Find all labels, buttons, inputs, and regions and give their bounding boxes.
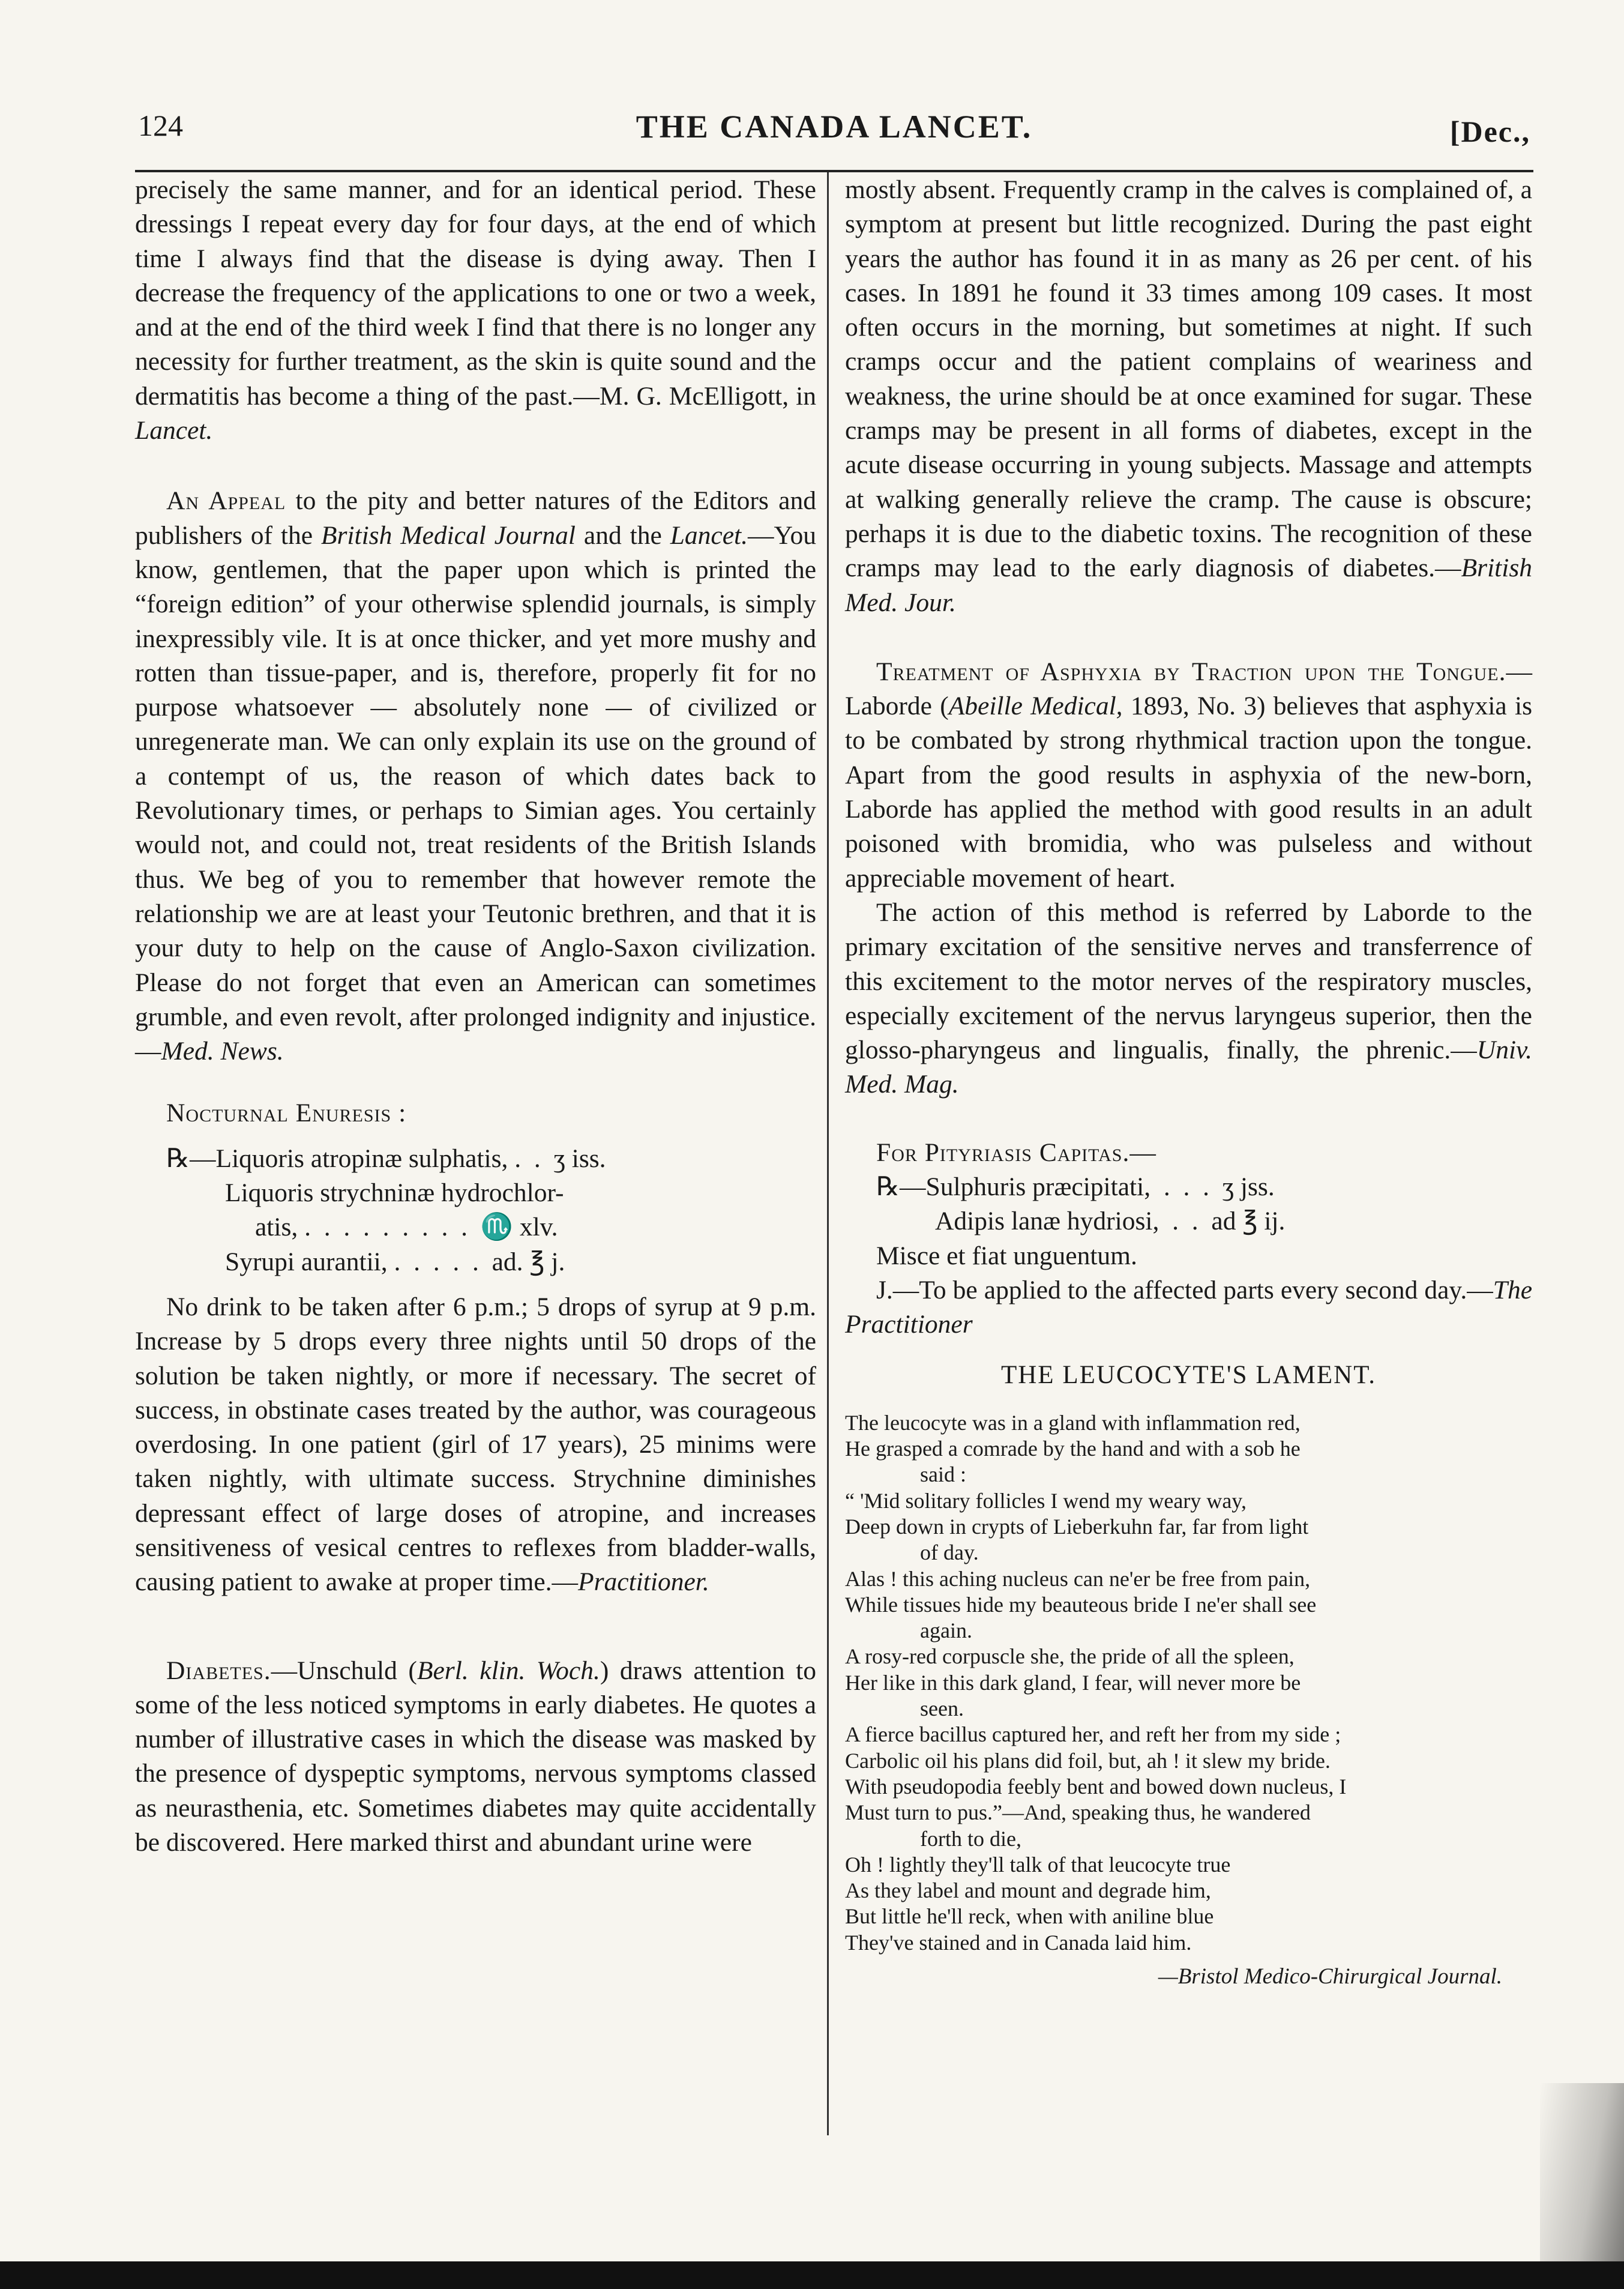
asphyxia-journal: Abeille Medical, [948, 692, 1123, 721]
poem-line: of day. [920, 1540, 979, 1565]
page-edge-stain [1540, 2083, 1624, 2263]
poem-line: With pseudopodia feebly bent and bowed down nucleus, I [845, 1774, 1347, 1799]
enuresis-source: Practitioner. [578, 1567, 709, 1597]
poem-line: Her like in this dark gland, I fear, will never more be [845, 1670, 1301, 1695]
asphyxia-heading: Treatment of Asphyxia by Traction upon the Tongue. [876, 657, 1506, 686]
rx-line: Liquoris strychninæ hydrochlor- [225, 1178, 564, 1208]
poem-line: Must turn to pus.”—And, speaking thus, he wandered [845, 1800, 1311, 1825]
diabetes-text-1: —Unschuld ( [271, 1656, 417, 1685]
enuresis-body: No drink to be taken after 6 p.m.; 5 drops of syrup at 9 p.m. Increase by 5 drops every three nights until 50 drops of the solution be taken nightly, or more if necessary. The secret of success, in obstinate cases treated by the author, was courageous overdosing. In one patient (girl of 17 years), 25 minims were taken nightly, with ultimate success. Strychnine diminishes depressant effect of large doses of atropine, and increases sensitiveness of vesical centres to reflexes from bladder-walls, causing patient to awake at proper time.— [135, 1292, 816, 1597]
appeal-source: Med. News. [161, 1037, 284, 1066]
diabetes-heading: Diabetes. [166, 1656, 271, 1685]
poem-line: As they label and mount and degrade him, [845, 1878, 1211, 1903]
enuresis-text [135, 1290, 816, 1600]
asphyxia-article [845, 655, 1532, 896]
poem-line: said : [920, 1462, 966, 1487]
appeal-heading: An Appeal [166, 486, 286, 516]
rx-line: Syrupi aurantii, . . . . . ad. ℥ j. [225, 1247, 565, 1276]
rx-line: Misce et fiat unguentum. [876, 1241, 1137, 1270]
poem-line: seen. [920, 1696, 964, 1721]
diabetes-cont-text: mostly absent. Frequently cramp in the calves is complained of, a symptom at present but little recognized. During the past eight years the author has found it in as many as 26 per cent. of his cases. In 1891 he found it 33 times among 109 cases. It most often occurs in the morning, but sometimes at night. If such cramps occur and the patient complains of weariness and weakness, the urine should be at once examined for sugar. These cramps may be present in all forms of diabetes, except in the acute disease occurring in young subjects. Massage and attempts at walking generally relieve the cramp. The cause is obscure; perhaps it is due to the diabetic toxins. The recognition of these cramps may lead to the early diagnosis of diabetes.— [845, 175, 1532, 583]
rx-line: atis, . . . . . . . . . ♏ xlv. [255, 1213, 558, 1242]
diabetes-article [135, 1654, 816, 1860]
diabetes-text-2: ) draws attention to some of the less noticed symptoms in early diabetes. He quotes a number of illustrative cases in which the disease was masked by the presence of dyspeptic symptoms, nervous symptoms classed as neurasthenia, etc. Sometimes diabetes may quite accidentally be discovered. Here marked thirst and abundant urine were [135, 1656, 816, 1857]
poem-title: THE LEUCOCYTE'S LAMENT. [1000, 1360, 1377, 1389]
poem-line: A rosy-red corpuscle she, the pride of all the spleen, [845, 1644, 1295, 1669]
poem-line: again. [920, 1618, 972, 1643]
pityriasis-body: J.—To be applied to the affected parts every second day.— [876, 1275, 1493, 1304]
page-number: 124 [138, 109, 183, 142]
appeal-journal-2: Lancet. [670, 520, 748, 550]
right-column [845, 173, 1532, 1994]
appeal-article [135, 484, 816, 1069]
page-header [138, 102, 1530, 156]
poem-line: While tissues hide my beauteous bride I ne'er shall see [845, 1592, 1317, 1617]
asphyxia-text-1: —Laborde ( [845, 657, 1532, 721]
poem-line: “ 'Mid solitary follicles I wend my weary way, [845, 1488, 1247, 1513]
poem-line: forth to die, [920, 1826, 1021, 1851]
asphyxia-text-2: 1893, No. 3) believes that asphyxia is to be combated by strong rhythmical traction upon the tongue. Apart from the good results in asphyxia of the new-born, Laborde has applied the method with good results in an adult poisoned with bromidia, who was pulseless and without appreciable movement of heart. [845, 692, 1533, 893]
appeal-journal-1: British Medical Journal [320, 520, 576, 550]
poem-credit: —Bristol Medico-Chirurgical Journal. [1158, 1964, 1502, 1989]
poem-line: Oh ! lightly they'll talk of that leucocyte true [845, 1852, 1231, 1877]
pityriasis-heading: For Pityriasis Capitas.— [876, 1138, 1156, 1167]
asphyxia-p2-text: The action of this method is referred by Laborde to the primary excitation of the sensitive nerves and transferrence of this excitement to the motor nerves of the respiratory muscles, especially excitement of the nervus laryngeus superior, then the glosso-pharyngeus and lingualis, finally, the phrenic.— [845, 897, 1532, 1065]
enuresis-heading: Nocturnal Enuresis : [166, 1099, 407, 1128]
diabetes-source: British Med. Jour. [845, 553, 1532, 617]
poem-line: But little he'll reck, when with aniline blue [845, 1904, 1214, 1929]
rx-line: ℞—Sulphuris præcipitati, . . . ʒ jss. [876, 1172, 1275, 1202]
journal-title: THE CANADA LANCET. [636, 109, 1033, 145]
column-divider [827, 172, 829, 2135]
poem-line: Deep down in crypts of Lieberkuhn far, far from light [845, 1514, 1309, 1539]
left-column [135, 173, 816, 1860]
header-rule [135, 170, 1533, 172]
scan-border [0, 2261, 1624, 2289]
asphyxia-paragraph-2 [845, 896, 1532, 1102]
poem [845, 1410, 1532, 1956]
poem-line: He grasped a comrade by the hand and with a sob he [845, 1437, 1301, 1461]
dressing-source: Lancet. [135, 416, 213, 445]
diabetes-journal: Berl. klin. Woch. [417, 1656, 600, 1685]
poem-line: Carbolic oil his plans did foil, but, ah ! it slew my bride. [845, 1748, 1331, 1773]
rx-line: Adipis lanæ hydriosi, . . ad ℥ ij. [935, 1207, 1286, 1236]
pityriasis-text [845, 1273, 1532, 1342]
poem-line: Alas ! this aching nucleus can ne'er be free from pain, [845, 1566, 1311, 1591]
issue-month: [Dec., [1449, 115, 1530, 148]
appeal-text-3: —You know, gentlemen, that the paper upon which is printed the “foreign edition” of your otherwise splendid journals, is simply inexpressibly vile. It is at once thicker, and yet more mushy and rotten than tissue-paper, and is, therefore, properly fit for no purpose whatsoever — absolutely none — of civilized or unregenerate man. We can only explain its use on the ground of a contempt of us, the reason of which dates back to Revolutionary times, or perhaps to Simian ages. You certainly would not, and could not, treat residents of the British Islands thus. We beg of you to remember that however remote the relationship we are at least your Teutonic brethren, and that it is your duty to help on the cause of Anglo-Saxon civilization. Please do not forget that even an American can sometimes grumble, and even revolt, after prolonged indignity and injustice.— [135, 520, 817, 1066]
asphyxia-source: Univ. Med. Mag. [845, 1036, 1532, 1099]
pityriasis-prescription [845, 1170, 1532, 1273]
appeal-text-1: to the pity and better natures of the Editors and publishers of the [135, 486, 816, 550]
dressing-article [135, 173, 816, 448]
poem-line: The leucocyte was in a gland with inflammation red, [845, 1410, 1301, 1435]
poem-line: A fierce bacillus captured her, and reft her from my side ; [845, 1722, 1341, 1747]
rx-line: ℞—Liquoris atropinæ sulphatis, . . ʒ iss. [166, 1144, 606, 1173]
diabetes-continued [845, 173, 1532, 620]
appeal-text-2: and the [576, 520, 670, 550]
poem-line: They've stained and in Canada laid him. [845, 1930, 1192, 1955]
pityriasis-source: The Practitioner [845, 1275, 1532, 1339]
dressing-text: precisely the same manner, and for an identical period. These dressings I repeat every day for four days, at the end of which time I always find that the disease is dying away. Then I decrease the frequency of the applications to one or two a week, and at the end of the third week I find that there is no longer any necessity for further treatment, as the skin is quite sound and the dermatitis has become a thing of the past.—M. G. McElligott, in [135, 175, 816, 411]
enuresis-prescription [135, 1142, 816, 1279]
